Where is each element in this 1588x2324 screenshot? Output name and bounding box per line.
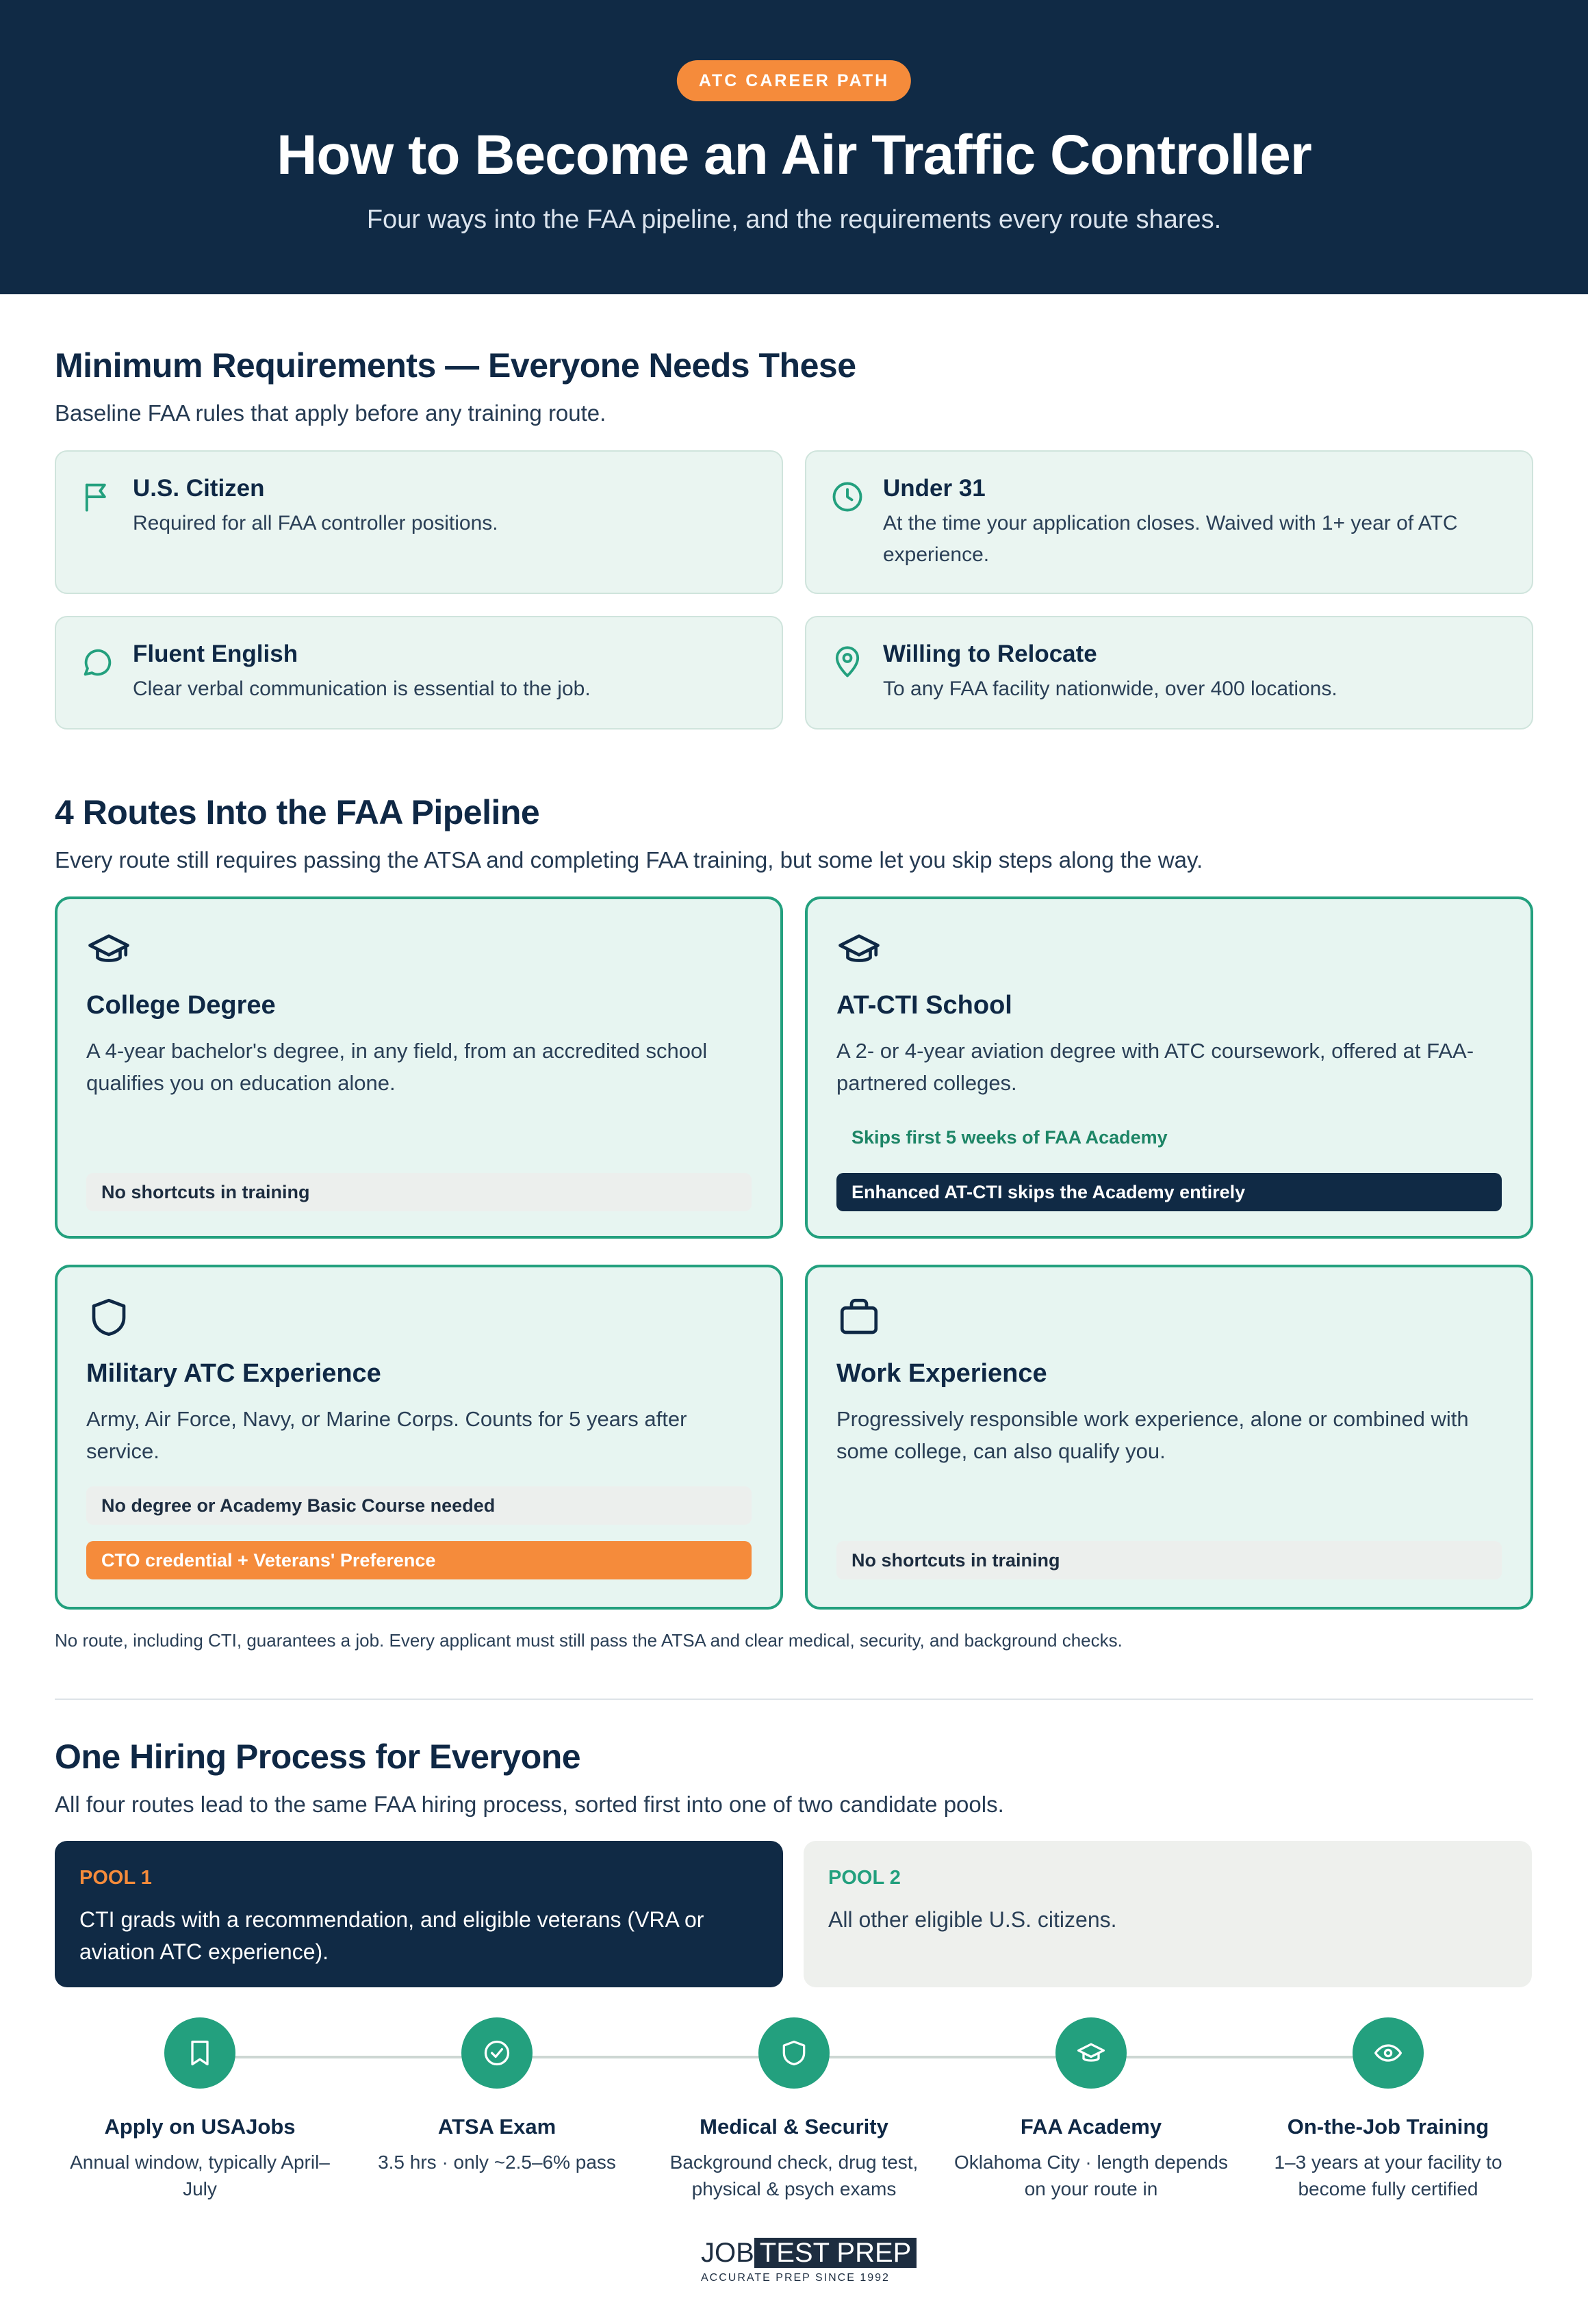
routes-heading-block [55,792,1533,873]
pool-label: POOL 2 [828,1867,901,1889]
process-step-academy [940,2017,1242,2202]
logo-wordmark [701,2236,917,2269]
hero-banner [0,0,1588,294]
step-title: ATSA Exam [437,2115,556,2139]
step-circle [758,2017,830,2089]
step-desc: 1–3 years at your facility to become fully certified [1274,2152,1502,2199]
route-title: Work Experience [836,1359,1047,1388]
step-circle [1353,2017,1424,2089]
process-step-atsa [346,2017,648,2175]
route-desc: Progressively responsible work experience, alone or combined with some college, can also qualify you. [836,1407,1469,1463]
route-title: AT-CTI School [836,991,1012,1020]
requirement-title: Fluent English [133,641,298,667]
step-circle [461,2017,533,2089]
shield-icon [86,1295,131,1340]
briefcase-icon [836,1295,882,1340]
route-card-work-experience [805,1265,1533,1610]
route-card-college-degree [55,896,783,1239]
route-tag: Skips first 5 weeks of FAA Academy [851,1127,1168,1148]
step-title: Apply on USAJobs [104,2115,296,2139]
route-card-at-cti-school [805,896,1533,1239]
step-desc: 3.5 hrs · only ~2.5–6% pass [378,2152,616,2173]
step-circle [164,2017,235,2089]
route-card-military [55,1265,783,1610]
route-title: Military ATC Experience [86,1359,381,1388]
graduation-cap-icon [1076,2038,1106,2068]
requirement-card-relocate [805,616,1533,730]
requirement-desc: At the time your application closes. Waived with 1+ year of ATC experience. [883,512,1458,566]
requirement-title: Under 31 [883,475,986,502]
page-title: How to Become an Air Traffic Controller [277,124,1311,186]
pool-card-2 [804,1841,1532,1987]
pool-card-1 [55,1841,783,1987]
requirement-card-english [55,616,783,730]
pool-desc: All other eligible U.S. citizens. [828,1907,1117,1932]
map-pin-icon [830,645,865,680]
requirement-desc: To any FAA facility nationwide, over 400 locations. [883,677,1337,700]
route-tag: No degree or Academy Basic Course needed [86,1486,752,1525]
bookmark-icon [185,2038,215,2068]
process-step-ojt [1238,2017,1539,2202]
step-desc: Oklahoma City · length depends on your route in [954,2152,1228,2199]
requirements-heading-block [55,346,1533,426]
step-circle [1055,2017,1127,2089]
process-step-medical [643,2017,945,2202]
step-desc: Annual window, typically April–July [70,2152,330,2199]
requirement-card-age [805,450,1533,594]
routes-disclaimer: No route, including CTI, guarantees a job. Every applicant must still pass the ATSA and clear medical, security, and background checks. [55,1630,1123,1651]
pool-label: POOL 1 [79,1867,152,1889]
routes-subtitle: Every route still requires passing the ATSA and completing FAA training, but some let you skip steps along the way. [55,847,1203,873]
route-tag: CTO credential + Veterans' Preference [86,1541,752,1579]
route-desc: A 2- or 4-year aviation degree with ATC coursework, offered at FAA-partnered colleges. [836,1039,1474,1095]
requirement-title: Willing to Relocate [883,641,1097,667]
route-tag: Enhanced AT-CTI skips the Academy entirely [836,1173,1502,1211]
logo-testprep-text: TEST PREP [754,2238,917,2268]
route-title: College Degree [86,991,276,1020]
requirement-desc: Required for all FAA controller positions. [133,512,498,534]
graduation-cap-icon [836,927,882,972]
eye-icon [1373,2038,1403,2068]
flag-icon [79,479,115,515]
page-subtitle: Four ways into the FAA pipeline, and the requirements every route shares. [366,205,1222,234]
check-circle-icon [482,2038,512,2068]
process-step-apply [49,2017,350,2202]
chat-bubble-icon [79,645,115,680]
requirements-title: Minimum Requirements — Everyone Needs These [55,346,856,385]
pool-desc: CTI grads with a recommendation, and eligible veterans (VRA or aviation ATC experience). [79,1907,704,1964]
hiring-heading-block [55,1737,1533,1818]
logo-job-text: JOB [701,2238,754,2268]
hiring-title: One Hiring Process for Everyone [55,1738,581,1776]
step-desc: Background check, drug test, physical & psych exams [669,2152,919,2199]
route-desc: Army, Air Force, Navy, or Marine Corps. Counts for 5 years after service. [86,1407,687,1463]
requirement-card-citizen [55,450,783,594]
section-divider [55,1699,1533,1700]
graduation-cap-icon [86,927,131,972]
route-tag: No shortcuts in training [836,1541,1502,1579]
requirement-desc: Clear verbal communication is essential to the job. [133,677,591,700]
requirement-title: U.S. Citizen [133,475,265,502]
clock-icon [830,479,865,515]
requirements-subtitle: Baseline FAA rules that apply before any training route. [55,400,606,426]
route-desc: A 4-year bachelor's degree, in any field, from an accredited school qualifies you on education alone. [86,1039,708,1095]
step-title: On-the-Job Training [1287,2115,1489,2139]
route-tag: No shortcuts in training [86,1173,752,1211]
step-title: Medical & Security [700,2115,888,2139]
category-badge: ATC CAREER PATH [677,60,911,101]
step-title: FAA Academy [1020,2115,1162,2139]
brand-logo [701,2236,912,2286]
routes-title: 4 Routes Into the FAA Pipeline [55,793,540,831]
hiring-subtitle: All four routes lead to the same FAA hiring process, sorted first into one of two candidate pools. [55,1792,1004,1817]
shield-icon [779,2038,809,2068]
logo-tagline: ACCURATE PREP SINCE 1992 [701,2272,890,2284]
